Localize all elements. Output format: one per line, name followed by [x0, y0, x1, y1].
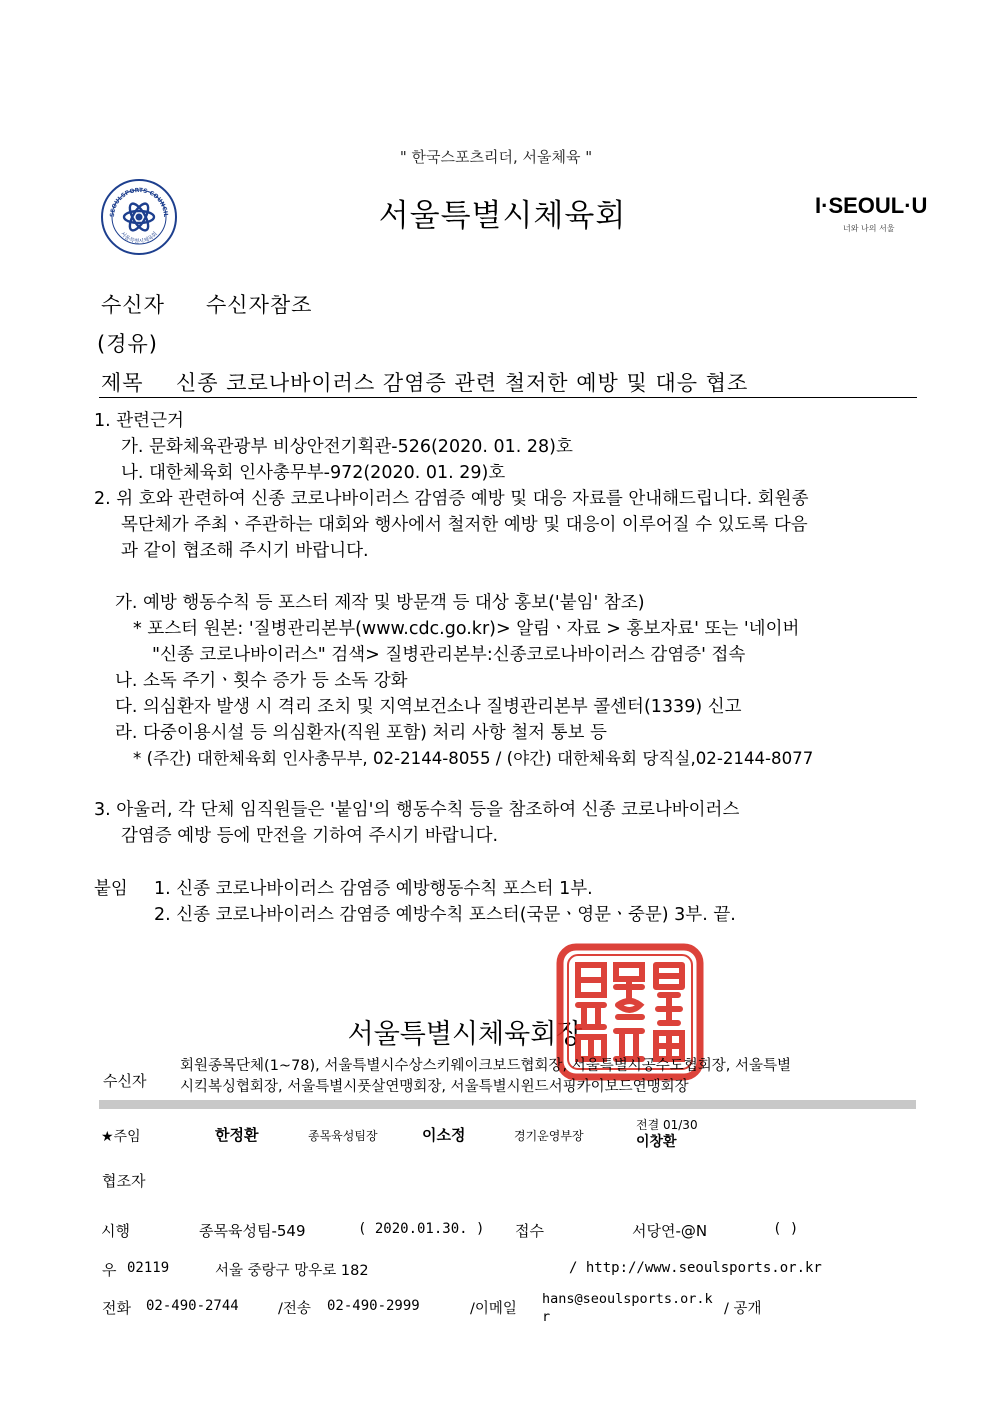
receipt-number: 서당연-@N [632, 1222, 708, 1240]
section-2-line-1: 2. 위 호와 관련하여 신종 코로나바이러스 감염증 예방 및 대응 자료를 안내해드립니다. 회원종 [94, 489, 809, 509]
section-2-line-2: 목단체가 주최ㆍ주관하는 대회와 행사에서 철저한 예방 및 대응이 이루어질 수 있도록 다음 [121, 515, 808, 535]
motto: " 한국스포츠리더, 서울체육 " [399, 148, 593, 166]
footer-divider-bar [99, 1100, 916, 1109]
item-ga-note-2: "신종 코로나바이러스" 검색> 질병관리본부:신종코로나바이러스 감염증' 접속 [152, 645, 746, 665]
section-1-item-na: 나. 대한체육회 인사총무부-972(2020. 01. 29)호 [121, 463, 506, 483]
subject-value: 신종 코로나바이러스 감염증 관련 철저한 예방 및 대응 협조 [176, 371, 749, 395]
recipient-value: 수신자참조 [206, 293, 313, 317]
footer-recipient-label: 수신자 [103, 1072, 147, 1090]
logo-left-sub: 서울특별시체육회 [118, 231, 160, 246]
attachment-2: 2. 신종 코로나바이러스 감염증 예방수칙 포스터(국문ㆍ영문ㆍ중문) 3부. 끝. [154, 905, 736, 925]
approver-note: 전결 01/30 [636, 1118, 698, 1132]
approver-name: 이창환 [636, 1134, 677, 1150]
item-da: 다. 의심환자 발생 시 격리 조치 및 지역보건소나 질병관리본부 콜센터(1339) 신고 [115, 697, 742, 717]
receipt-label: 접수 [515, 1222, 544, 1240]
execution-date: ( 2020.01.30. ) [358, 1221, 485, 1237]
execution-label: 시행 [101, 1222, 130, 1240]
i-seoul-u-logo [815, 193, 928, 243]
organization-title: 서울특별시체육회 [378, 198, 627, 234]
zip-code: 02119 [127, 1260, 170, 1276]
tel-number: 02-490-2744 [146, 1298, 239, 1314]
footer-recipient-line-1: 회원종목단체(1~78), 서울특별시수상스키웨이크보드협회장, 서울특별시공수도협회장, 서울특별 [180, 1058, 792, 1074]
i-seoul-u-wordmark: I·SEOUL·U [815, 193, 928, 218]
subject-label: 제목 [101, 371, 144, 395]
email-line-2: r [542, 1309, 551, 1325]
drafter-name: 한정환 [215, 1126, 259, 1144]
attachment-label: 붙임 [94, 879, 128, 899]
item-ga-note-1: * 포스터 원본: '질병관리본부(www.cdc.go.kr)> 알림ㆍ자료 > 홍보자료' 또는 '네이버 [133, 619, 800, 639]
email-line-1: hans@seoulsports.or.k [542, 1291, 713, 1307]
item-ra: 라. 다중이용시설 등 의심환자(직원 포함) 처리 사항 철저 통보 등 [115, 723, 607, 743]
section-3-line-2: 감염증 예방 등에 만전을 기하여 주시기 바랍니다. [121, 826, 499, 846]
disclosure-status: / 공개 [724, 1301, 762, 1317]
cooperator-label: 협조자 [102, 1172, 146, 1190]
drafter-label: ★주임 [101, 1129, 141, 1145]
reviewer-label: 종목육성팀장 [308, 1129, 378, 1143]
reviewer-name: 이소정 [422, 1126, 466, 1144]
receipt-paren: ( ) [773, 1221, 799, 1237]
subject-underline [99, 397, 917, 398]
item-na: 나. 소독 주기ㆍ횟수 증가 등 소독 강화 [115, 671, 408, 691]
fax-label: /전송 [278, 1301, 311, 1317]
execution-number: 종목육성팀-549 [199, 1222, 306, 1240]
section-2-line-3: 과 같이 협조해 주시기 바랍니다. [121, 541, 369, 561]
fax-number: 02-490-2999 [327, 1298, 420, 1314]
email-label: /이메일 [470, 1301, 517, 1317]
section-1-heading: 1. 관련근거 [94, 411, 184, 431]
recipient-label: 수신자 [101, 293, 165, 317]
i-seoul-u-tagline: 너와 나의 서울 [843, 224, 895, 233]
item-ga: 가. 예방 행동수칙 등 포스터 제작 및 방문객 등 대상 홍보('붙임' 참조) [115, 593, 645, 613]
zip-label: 우 [102, 1261, 117, 1279]
homepage-link[interactable]: / http://www.seoulsports.or.kr [569, 1260, 822, 1276]
address: 서울 중랑구 망우로 182 [215, 1263, 369, 1279]
tel-label: 전화 [102, 1299, 131, 1317]
section-1-item-ga: 가. 문화체육관광부 비상안전기획관-526(2020. 01. 28)호 [121, 437, 573, 457]
email-address[interactable] [542, 1290, 713, 1326]
footer-recipient-list [180, 1056, 791, 1098]
footer-recipient-line-2: 시킥복싱협회장, 서울특별시풋살연맹회장, 서울특별시윈드서핑카이보드연맹회장 [180, 1079, 689, 1095]
item-ra-note: * (주간) 대한체육회 인사총무부, 02-2144-8055 / (야간) 대한체육회 당직실,02-2144-8077 [133, 749, 814, 768]
section-3-line-1: 3. 아울러, 각 단체 임직원들은 '붙임'의 행동수칙 등을 참조하여 신종 코로나바이러스 [94, 800, 740, 820]
signer-title: 서울특별시체육회장 [347, 1019, 583, 1050]
approver-label: 경기운영부장 [514, 1129, 584, 1143]
logo-left-text: SEOULSPORTS COUNCIL [109, 187, 169, 218]
via-label: (경유) [97, 332, 158, 356]
attachment-1: 1. 신종 코로나바이러스 감염증 예방행동수칙 포스터 1부. [154, 879, 593, 899]
